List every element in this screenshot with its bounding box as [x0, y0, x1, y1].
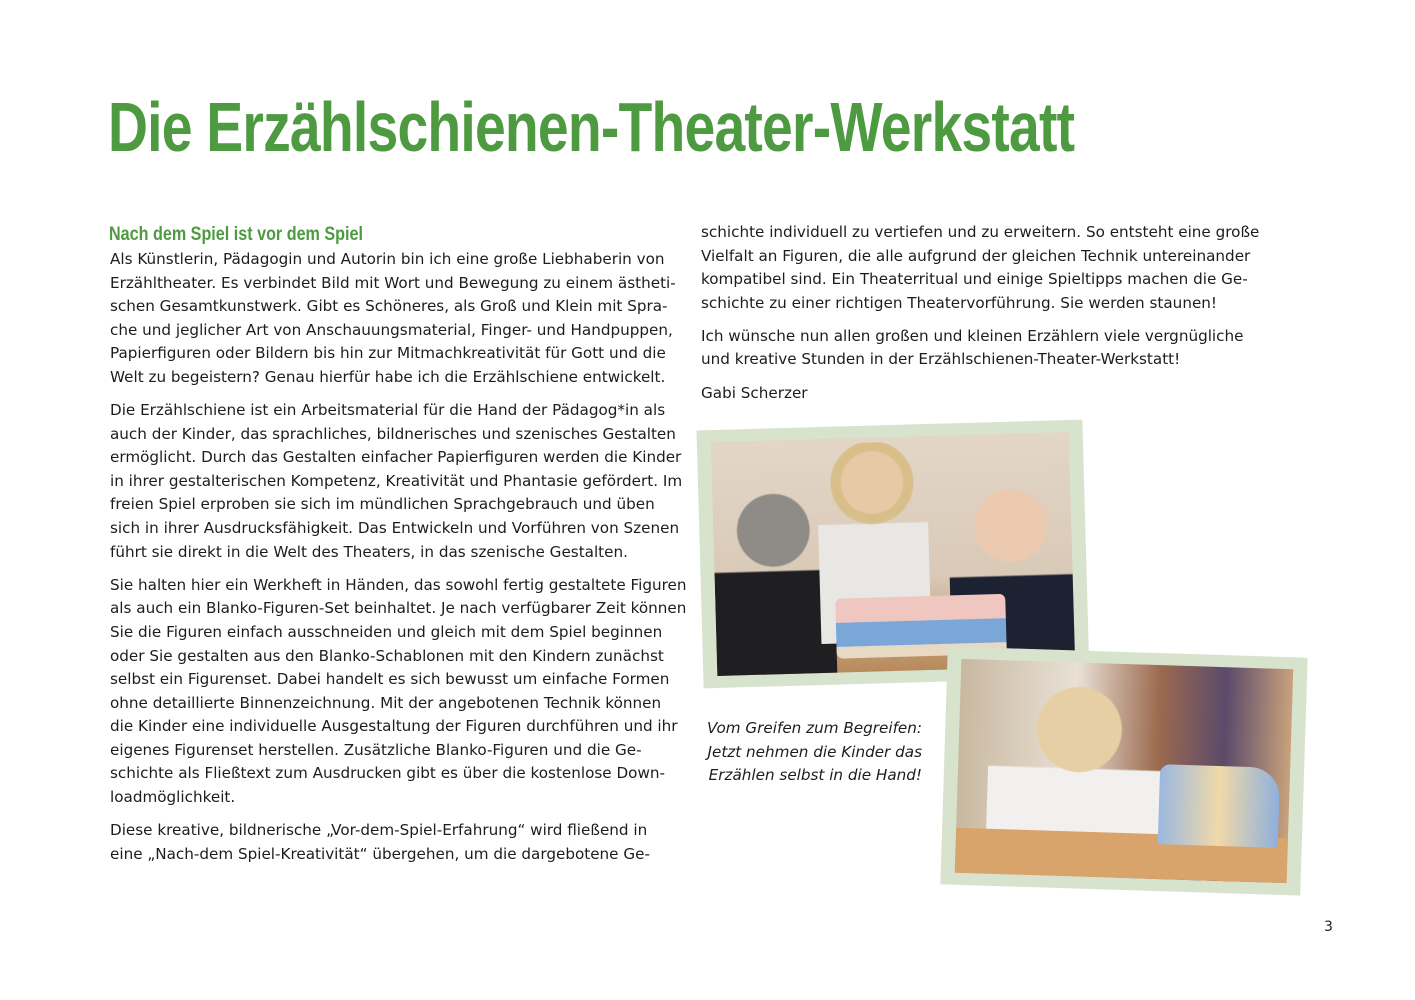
paragraph [701, 382, 1261, 406]
text-line: loadmöglichkeit. [110, 788, 236, 807]
caption-line: Jetzt nehmen die Kinder das [707, 742, 922, 761]
photo-teacher-with-children [711, 432, 1075, 676]
text-line: che und jeglicher Art von Anschauungsmaterial, Finger- und Handpuppen, [110, 320, 673, 339]
photo-caption [700, 717, 922, 788]
paragraph [110, 399, 683, 564]
left-text-column [110, 248, 687, 876]
text-line: eine „Nach-dem Spiel-Kreativität“ übergehen, um die dargebotene Ge- [110, 844, 650, 863]
page-number: 3 [1324, 919, 1333, 935]
text-line: auch der Kinder, das sprachliches, bildnerisches und szenisches Gestalten [110, 424, 676, 443]
text-line: eigenes Figurenset herstellen. Zusätzliche Blanko-Figuren und die Ge- [110, 740, 642, 759]
text-line: Als Künstlerin, Pädagogin und Autorin bin ich eine große Liebhaberin von [110, 250, 665, 268]
section-subheading: Nach dem Spiel ist vor dem Spiel [109, 224, 364, 245]
text-line: schichte individuell zu vertiefen und zu erweitern. So entsteht eine große [701, 223, 1260, 241]
photo-girl-drawing [955, 659, 1294, 883]
text-line: sich in ihrer Ausdrucksfähigkeit. Das Entwickeln und Vorführen von Szenen [110, 519, 680, 538]
right-text-column [701, 221, 1261, 415]
text-line: Sie halten hier ein Werkheft in Händen, das sowohl fertig gestaltete Figuren [110, 575, 687, 594]
text-line: selbst ein Figurenset. Dabei handelt es sich bewusst um einfache Formen [110, 670, 670, 689]
text-line: oder Sie gestalten aus den Blanko-Schablonen mit den Kindern zunächst [110, 646, 664, 665]
text-line: Welt zu begeistern? Genau hierfür habe ich die Erzählschiene entwickelt. [110, 367, 666, 386]
photo-paper-scenery [1158, 764, 1280, 848]
text-line: in ihrer gestalterischen Kompetenz, Kreativität und Phantasie gefördert. Im [110, 471, 683, 490]
text-line: ermöglicht. Durch das Gestalten einfacher Papierfiguren werden die Kinder [110, 448, 682, 467]
text-line: die Kinder eine individuelle Ausgestaltung der Figuren durchführen und ihr [110, 717, 678, 736]
text-line: Vielfalt an Figuren, die alle aufgrund der gleichen Technik untereinander [701, 246, 1251, 265]
text-line: schichte als Fließtext zum Ausdrucken gibt es über die kostenlose Down- [110, 764, 665, 783]
text-line: Gabi Scherzer [701, 383, 808, 402]
text-line: führt sie direkt in die Welt des Theaters, in das szenische Gestalten. [110, 542, 628, 561]
text-line: ohne detaillierte Binnenzeichnung. Mit der angebotenen Technik können [110, 693, 662, 712]
text-line: Sie die Figuren einfach ausschneiden und gleich mit dem Spiel beginnen [110, 622, 663, 641]
photo-frame-drawing [940, 646, 1307, 895]
caption-line: Vom Greifen zum Begreifen: [707, 719, 922, 737]
paragraph [701, 221, 1261, 315]
text-line: kompatibel sind. Ein Theaterritual und einige Spieltipps machen die Ge- [701, 270, 1248, 289]
paragraph [110, 248, 676, 390]
text-line: schichte zu einer richtigen Theatervorführung. Sie werden staunen! [701, 293, 1217, 312]
text-line: Papierfiguren oder Bildern bis hin zur Mitmachkreativität für Gott und die [110, 344, 666, 363]
page-title: Die Erzählschienen-Theater-Werkstatt [108, 88, 1075, 166]
text-line: schen Gesamtkunstwerk. Gibt es Schöneres, als Groß und Klein mit Spra- [110, 297, 668, 316]
text-line: Diese kreative, bildnerische „Vor-dem-Spiel-Erfahrung“ wird fließend in [110, 821, 648, 840]
text-line: und kreative Stunden in der Erzählschienen-Theater-Werkstatt! [701, 350, 1181, 369]
text-line: freien Spiel erproben sie sich im mündlichen Sprachgebrauch und üben [110, 495, 655, 514]
text-line: Ich wünsche nun allen großen und kleinen Erzählern viele vergnügliche [701, 326, 1244, 345]
text-line: als auch ein Blanko-Figuren-Set beinhaltet. Je nach verfügbarer Zeit können [110, 599, 687, 618]
text-line: Erzähltheater. Es verbindet Bild mit Wort und Bewegung zu einem ästheti- [110, 273, 676, 292]
text-line: Die Erzählschiene ist ein Arbeitsmaterial für die Hand der Pädagog*in als [110, 401, 666, 420]
caption-line: Erzählen selbst in die Hand! [708, 766, 922, 784]
paragraph [701, 325, 1261, 372]
paragraph [110, 574, 687, 810]
paragraph [110, 819, 670, 866]
